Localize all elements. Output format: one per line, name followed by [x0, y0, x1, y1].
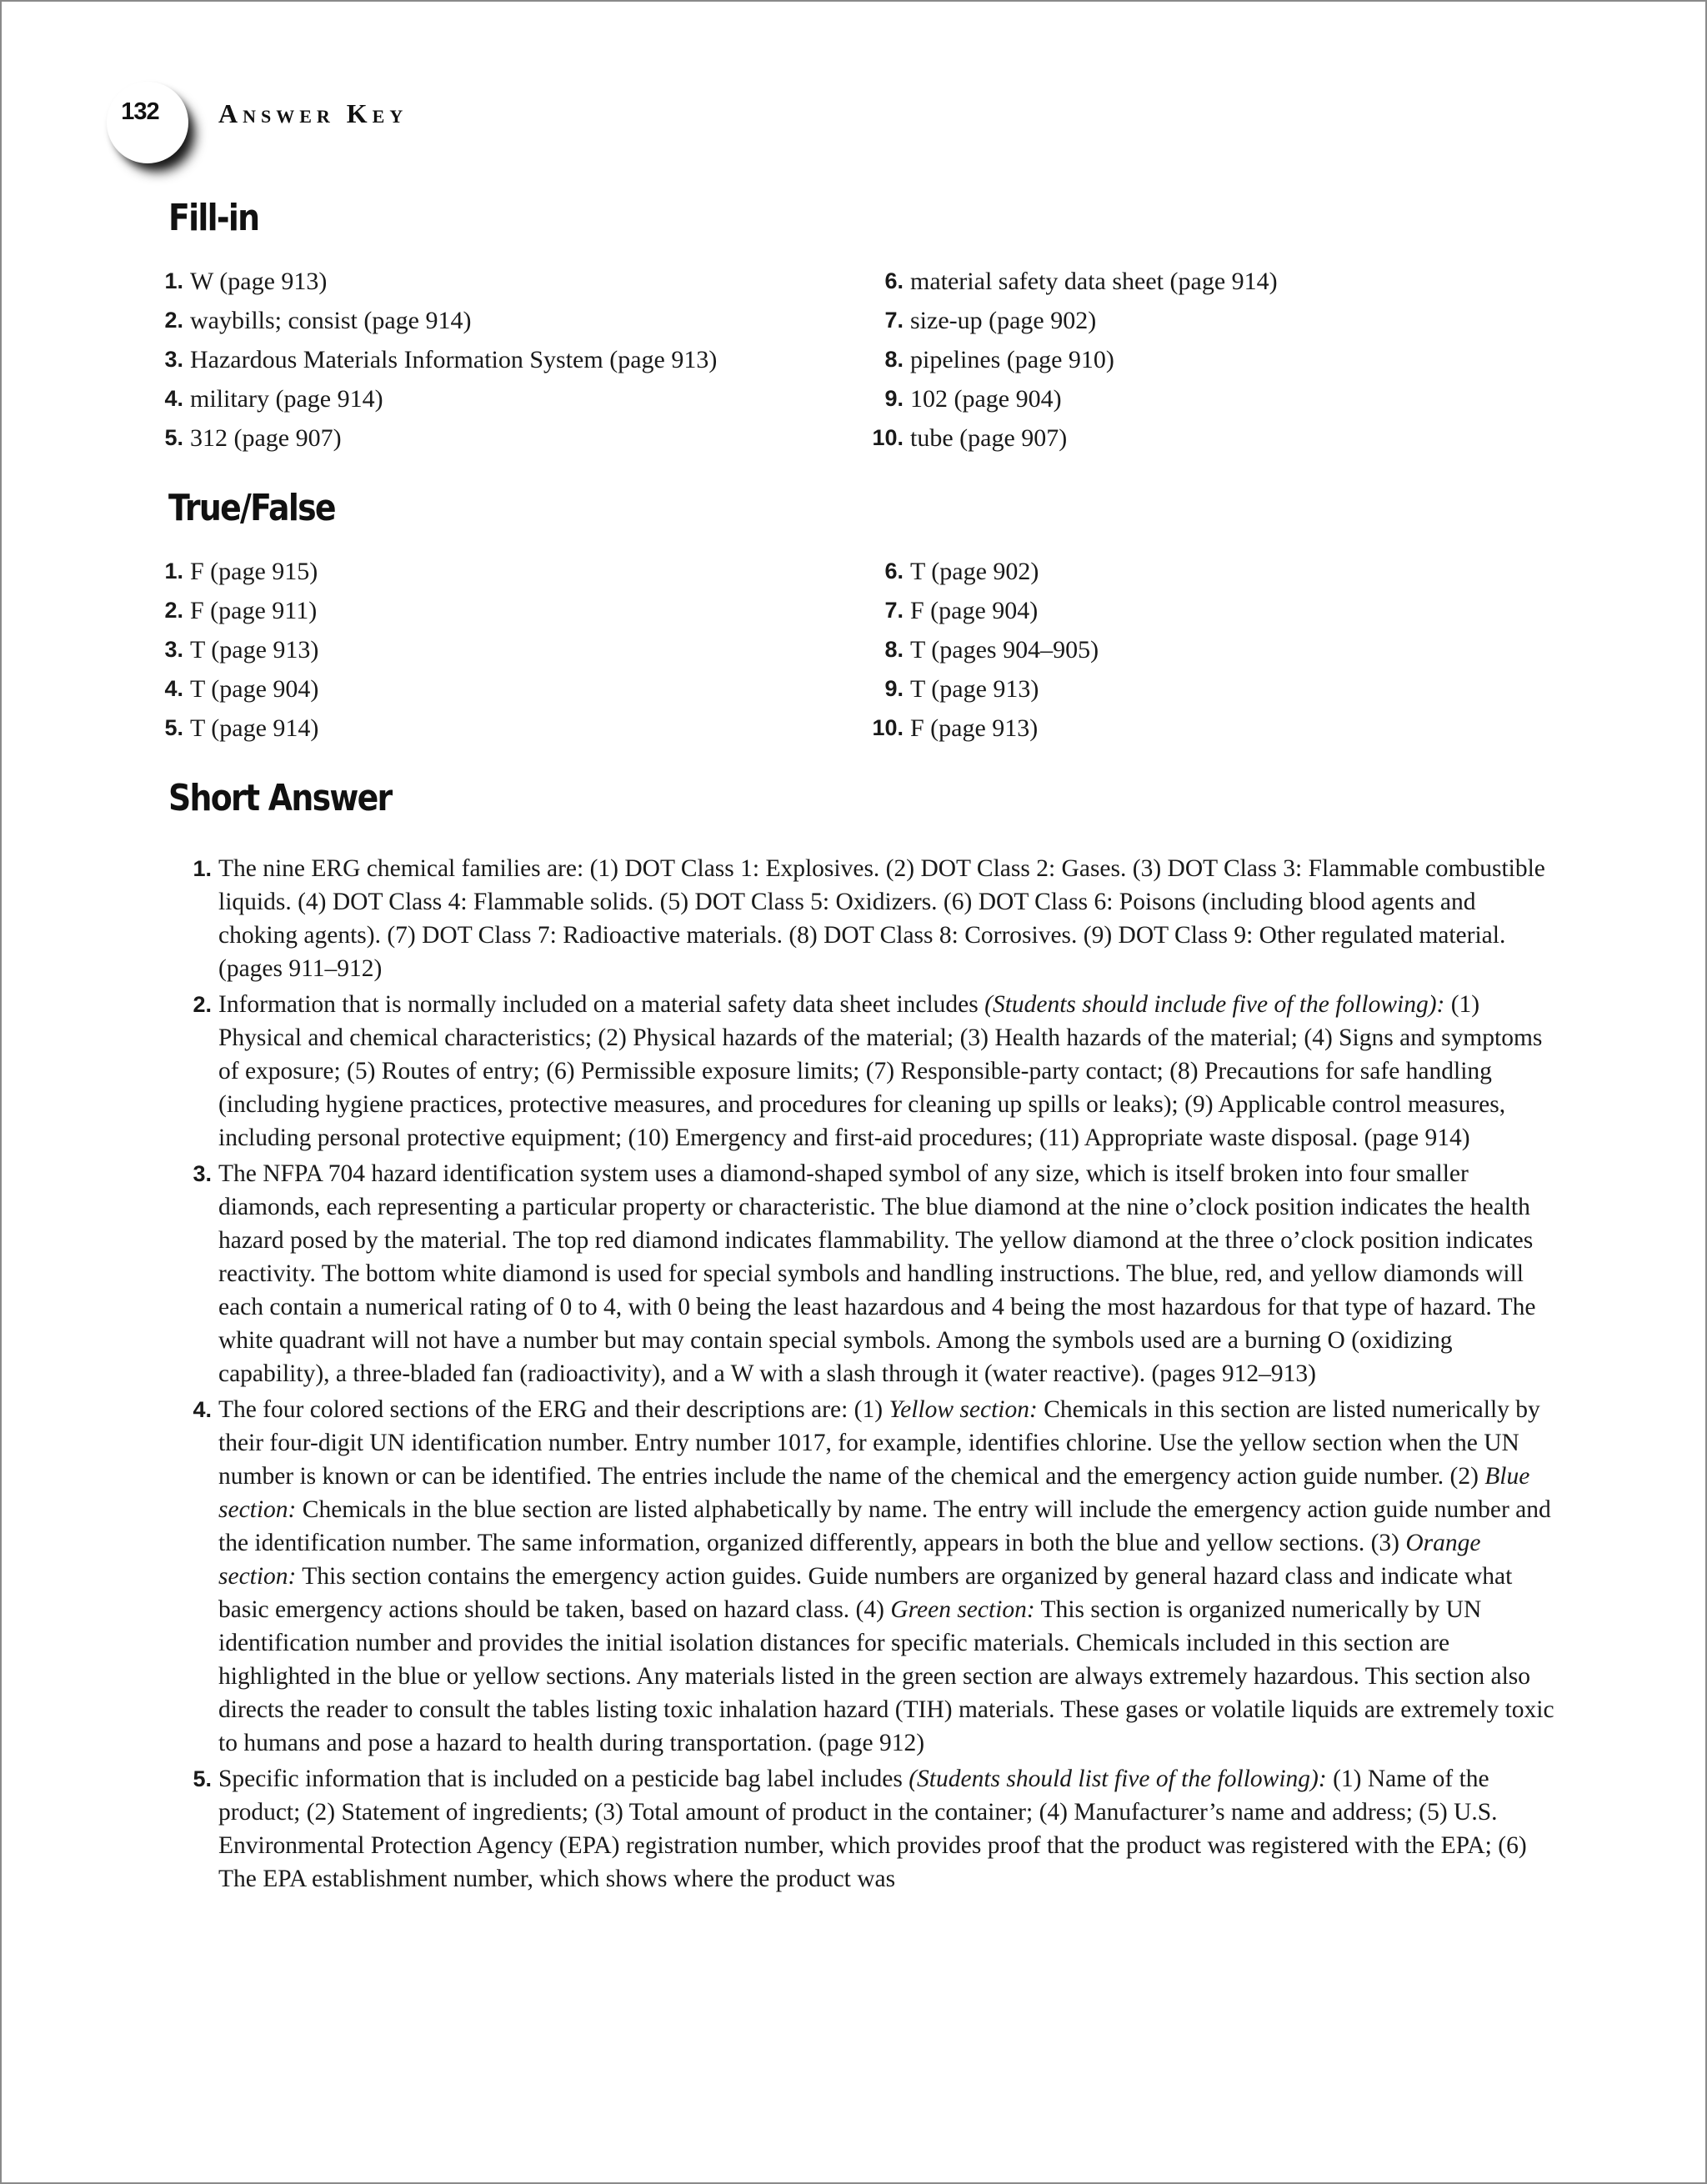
italic-text: Orange section:	[218, 1530, 1481, 1590]
item-text: military (page 914)	[190, 385, 383, 413]
list-item	[140, 669, 318, 709]
list-item	[140, 340, 717, 379]
item-text: T (pages 904–905)	[910, 636, 1099, 664]
item-text: F (page 904)	[910, 597, 1039, 624]
short-answer-list	[168, 852, 1557, 1898]
item-text: T (page 914)	[190, 714, 319, 742]
item-text: material safety data sheet (page 914)	[910, 268, 1278, 295]
text-segment: Chemicals in this section are listed numerically by their four-digit UN identification number. Entry number 1017, for example, identifies chlorine. Use the yellow section when the UN number is known or can be identified. The entries include the name of the chemical and the emergency action guide number. (2)	[218, 1396, 1540, 1490]
item-text: size-up (page 902)	[910, 307, 1097, 334]
list-item	[140, 262, 717, 301]
item-number: 3.	[164, 347, 183, 372]
item-number: 4.	[164, 676, 183, 701]
item-number: 1.	[164, 559, 183, 584]
item-text: F (page 913)	[910, 714, 1039, 742]
text-segment: (1) Name of the product; (2) Statement of ingredients; (3) Total amount of product in the container; (4) Manufacturer’s name and address; (5) U.S. Environmental Protection Agency (EPA) registration number, which provides proof that the product was registered with the EPA; (6) The EPA establishment number, which shows where the product was	[218, 1766, 1527, 1892]
item-text: waybills; consist (page 914)	[190, 307, 472, 334]
fill-in-left-list	[140, 262, 717, 458]
text-segment: The nine ERG chemical families are: (1) DOT Class 1: Explosives. (2) DOT Class 2: Gases. (3) DOT Class 3: Flammable combustible liquids. (4) DOT Class 4: Flammable solids. (5) DOT Class 5: Oxidizers. (6) DOT Class 6: Poisons (including blood agents and choking agents). (7) DOT Class 7: Radioactive materials. (8) DOT Class 8: Corrosives. (9) DOT Class 9: Other regulated material. (pages 911–912)	[218, 855, 1545, 982]
list-item	[860, 301, 1278, 340]
italic-text: Blue section:	[218, 1463, 1530, 1523]
item-text: pipelines (page 910)	[910, 346, 1114, 373]
short-answer-item	[168, 1762, 1557, 1896]
short-answer-item	[168, 1157, 1557, 1390]
item-text	[218, 1396, 1554, 1756]
item-text: tube (page 907)	[910, 424, 1068, 452]
item-number: 4.	[164, 386, 183, 411]
true-false-right-list	[860, 552, 1099, 748]
item-number: 9.	[884, 676, 904, 701]
list-item	[860, 709, 1099, 748]
page-header	[107, 82, 773, 173]
short-answer-item	[168, 988, 1557, 1155]
fill-in-right-list	[860, 262, 1278, 458]
page-number: 132	[121, 98, 159, 125]
item-number: 6.	[884, 268, 904, 293]
list-item	[140, 379, 717, 418]
item-number: 7.	[884, 308, 904, 333]
item-text	[218, 1160, 1535, 1387]
list-item	[140, 552, 318, 591]
list-item	[140, 301, 717, 340]
item-text: F (page 915)	[190, 558, 318, 585]
list-item	[860, 262, 1278, 301]
list-item	[860, 552, 1099, 591]
text-segment: Information that is normally included on a material safety data sheet includes	[218, 991, 985, 1018]
item-text	[218, 1766, 1527, 1892]
item-text: T (page 913)	[910, 675, 1039, 703]
item-text: F (page 911)	[190, 597, 318, 624]
item-number: 5.	[164, 425, 183, 450]
fill-in-heading: Fill-in	[168, 197, 259, 239]
list-item	[860, 630, 1099, 669]
text-segment: (1) Physical and chemical characteristics; (2) Physical hazards of the material; (3) Health hazards of the material; (4) Signs and symptoms of exposure; (5) Routes of entry; (6) Permissible exposure limits; (7) Responsible-party contact; (8) Precautions for safe handling (including hygiene practices, protective measures, and procedures for cleaning up spills or leaks); (9) Applicable control measures, including personal protective equipment; (10) Emergency and first-aid procedures; (11) Appropriate waste disposal. (page 914)	[218, 991, 1543, 1151]
text-segment: The NFPA 704 hazard identification system uses a diamond-shaped symbol of any size, which is itself broken into four smaller diamonds, each representing a particular property or characteristic. The blue diamond at the nine o’clock position indicates the health hazard posed by the material. The top red diamond indicates flammability. The yellow diamond at the three o’clock position indicates reactivity. The bottom white diamond is used for special symbols and handling instructions. The blue, red, and yellow diamonds will each contain a numerical rating of 0 to 4, with 0 being the least hazardous and 4 being the most hazardous for that type of hazard. The white quadrant will not have a number but may contain special symbols. Among the symbols used are a burning O (oxidizing capability), a three-bladed fan (radioactivity), and a W with a slash through it (water reactive). (pages 912–913)	[218, 1160, 1536, 1387]
item-number: 1.	[164, 268, 183, 293]
item-number: 9.	[884, 386, 904, 411]
item-text: T (page 904)	[190, 675, 319, 703]
item-number: 10.	[872, 425, 904, 450]
item-text: W (page 913)	[190, 268, 328, 295]
item-text: 312 (page 907)	[190, 424, 342, 452]
italic-text: (Students should include five of the following):	[984, 991, 1445, 1018]
short-answer-item	[168, 852, 1557, 985]
item-text: 102 (page 904)	[910, 385, 1062, 413]
text-segment: This section contains the emergency action guides. Guide numbers are organized by general hazard class and indicate what basic emergency actions should be taken, based on hazard class. (4)	[218, 1563, 1513, 1623]
item-number: 4.	[193, 1397, 212, 1422]
item-text: Hazardous Materials Information System (page 913)	[190, 346, 718, 373]
item-number: 2.	[164, 598, 183, 623]
item-number: 3.	[193, 1161, 212, 1186]
true-false-left-list	[140, 552, 318, 748]
item-number: 1.	[193, 856, 212, 881]
list-item	[860, 418, 1278, 458]
item-number: 5.	[164, 715, 183, 740]
item-number: 10.	[872, 715, 904, 740]
list-item	[860, 340, 1278, 379]
item-number: 3.	[164, 637, 183, 662]
item-text: T (page 913)	[190, 636, 319, 664]
italic-text: (Students should list five of the following):	[909, 1766, 1327, 1792]
item-number: 6.	[884, 559, 904, 584]
running-title: Answer Key	[218, 98, 408, 128]
text-segment: Chemicals in the blue section are listed alphabetically by name. The entry will include the emergency action guide number and the identification number. The same information, organized differently, appears in both the blue and yellow sections. (3)	[218, 1496, 1551, 1556]
list-item	[860, 669, 1099, 709]
list-item	[140, 630, 318, 669]
list-item	[140, 418, 717, 458]
item-number: 5.	[193, 1766, 212, 1791]
item-text: T (page 902)	[910, 558, 1039, 585]
item-number: 2.	[193, 992, 212, 1017]
item-text	[218, 855, 1545, 982]
text-segment: Specific information that is included on a pesticide bag label includes	[218, 1766, 909, 1792]
list-item	[860, 591, 1099, 630]
short-answer-item	[168, 1393, 1557, 1760]
item-number: 8.	[884, 637, 904, 662]
item-number: 8.	[884, 347, 904, 372]
italic-text: Yellow section:	[889, 1396, 1038, 1423]
item-number: 2.	[164, 308, 183, 333]
short-answer-heading: Short Answer	[168, 777, 392, 819]
item-number: 7.	[884, 598, 904, 623]
text-segment: The four colored sections of the ERG and their descriptions are: (1)	[218, 1396, 889, 1423]
list-item	[860, 379, 1278, 418]
list-item	[140, 709, 318, 748]
list-item	[140, 591, 318, 630]
true-false-heading: True/False	[168, 487, 335, 529]
text-segment: This section is organized numerically by UN identification number and provides the initial isolation distances for specific materials. Chemicals included in this section are highlighted in the blue or yellow sections. Any materials listed in the green section are always extremely hazardous. This section also directs the reader to consult the tables listing toxic inhalation hazard (TIH) materials. These gases or volatile liquids are extremely toxic to humans and pose a hazard to health during transportation. (page 912)	[218, 1596, 1554, 1756]
item-text	[218, 991, 1542, 1151]
italic-text: Green section:	[890, 1596, 1035, 1623]
